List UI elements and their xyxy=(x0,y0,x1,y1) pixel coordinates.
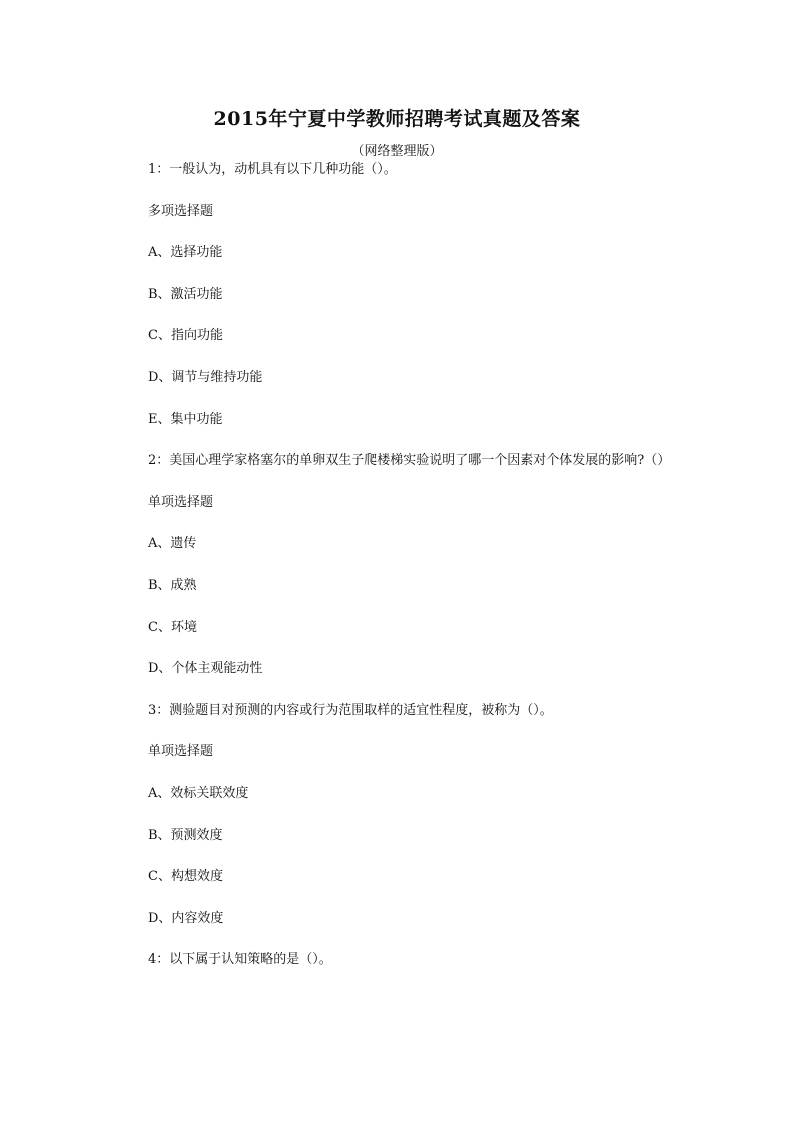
question-2-option-b: B、成熟 xyxy=(148,577,197,593)
question-1-option-a: A、选择功能 xyxy=(148,245,223,261)
question-3-option-c: C、构想效度 xyxy=(148,869,223,885)
question-2-option-a: A、遗传 xyxy=(148,536,197,552)
question-1-option-c: C、指向功能 xyxy=(148,328,223,344)
question-2-option-c: C、环境 xyxy=(148,619,197,635)
question-2-option-d: D、个体主观能动性 xyxy=(148,661,263,677)
question-3-type: 单项选择题 xyxy=(148,744,214,760)
question-2-type: 单项选择题 xyxy=(148,494,214,510)
question-2-stem: 2：美国心理学家格塞尔的单卵双生子爬楼梯实验说明了哪一个因素对个体发展的影响?（） xyxy=(148,453,671,469)
document-subtitle: （网络整理版） xyxy=(351,144,443,159)
question-1-option-b: B、激活功能 xyxy=(148,286,223,302)
question-1-stem: 1：一般认为，动机具有以下几种功能（）。 xyxy=(148,162,397,177)
question-1-option-e: E、集中功能 xyxy=(148,411,223,427)
question-3-option-b: B、预测效度 xyxy=(148,827,223,843)
question-1-type: 多项选择题 xyxy=(148,203,214,219)
document-title: 2015年宁夏中学教师招聘考试真题及答案 xyxy=(213,108,581,130)
question-4-stem: 4：以下属于认知策略的是（）。 xyxy=(148,952,332,968)
question-3-stem: 3：测验题目对预测的内容或行为范围取样的适宜性程度，被称为（）。 xyxy=(148,702,553,718)
question-list xyxy=(124,160,684,992)
question-3-option-d: D、内容效度 xyxy=(148,910,224,926)
question-1-option-d: D、调节与维持功能 xyxy=(148,369,263,385)
question-3-option-a: A、效标关联效度 xyxy=(148,785,249,801)
